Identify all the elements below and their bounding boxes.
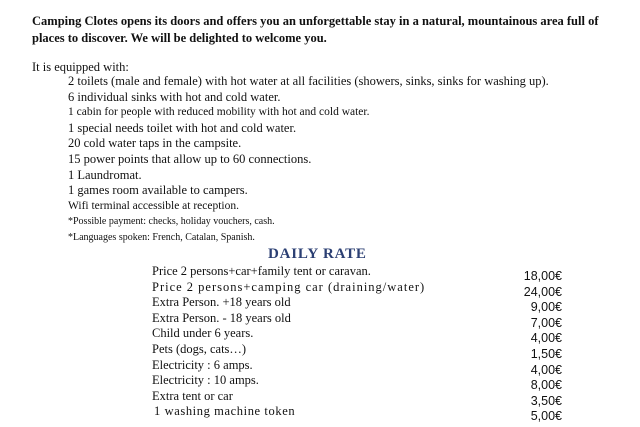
rate-row <box>152 388 562 408</box>
equipment-item-special-toilet: 1 special needs toilet with hot and cold water. <box>68 120 297 135</box>
rate-row <box>152 264 562 283</box>
equipment-item-water-taps: 20 cold water taps in the campsite. <box>68 136 242 151</box>
rate-price: 4,00€ <box>530 362 562 377</box>
rate-row <box>152 357 562 377</box>
equipment-item-payment: *Possible payment: checks, holiday vouchers, cash. <box>68 216 275 228</box>
equipment-item-laundromat: 1 Laundromat. <box>68 167 142 182</box>
equipment-item-cabin: 1 cabin for people with reduced mobility with hot and cold water. <box>68 106 370 119</box>
rate-price: 1,50€ <box>530 346 562 361</box>
equipment-item-power-points: 15 power points that allow up to 60 connections. <box>68 151 312 166</box>
daily-rate-table <box>152 264 562 424</box>
rate-row <box>152 404 562 424</box>
rate-label: 1 washing machine token <box>154 404 296 419</box>
equipped-label: It is equipped with: <box>32 60 129 74</box>
rate-label: Electricity : 10 amps. <box>152 373 259 388</box>
rate-row <box>152 310 562 330</box>
rate-row <box>152 295 562 315</box>
rate-row <box>152 373 562 393</box>
equipment-item-sinks: 6 individual sinks with hot and cold water. <box>68 89 281 104</box>
rate-label: Electricity : 6 amps. <box>152 357 253 372</box>
rate-price: 5,00€ <box>530 409 562 424</box>
rate-row <box>152 279 562 299</box>
rate-price: 3,50€ <box>530 393 562 408</box>
rate-price: 7,00€ <box>530 315 562 330</box>
equipment-item-languages: *Languages spoken: French, Catalan, Spanish. <box>68 231 255 243</box>
rate-price: 9,00€ <box>530 300 562 315</box>
rate-label: Extra Person. +18 years old <box>152 295 291 310</box>
rate-label: Price 2 persons+camping car (draining/water) <box>152 279 426 294</box>
rate-label: Price 2 persons+car+family tent or caravan. <box>152 264 371 278</box>
rate-label: Child under 6 years. <box>152 326 254 341</box>
equipment-item-games-room: 1 games room available to campers. <box>68 183 248 198</box>
daily-rate-heading: DAILY RATE <box>268 246 367 262</box>
rate-price: 18,00€ <box>523 269 562 283</box>
equipment-item-wifi: Wifi terminal accessible at reception. <box>68 199 240 212</box>
rate-price: 24,00€ <box>523 284 562 299</box>
rate-label: Extra Person. - 18 years old <box>152 310 291 325</box>
equipment-list <box>68 74 549 246</box>
intro-paragraph: Camping Clotes opens its doors and offers you an unforgettable stay in a natural, mountainous area full of places to discover. We will be delighted to welcome you. <box>32 14 599 45</box>
equipment-item-toilets: 2 toilets (male and female) with hot water at all facilities (showers, sinks, sinks for washing up). <box>68 74 549 88</box>
rate-label: Pets (dogs, cats…) <box>152 341 247 356</box>
rate-row <box>152 341 562 361</box>
rate-label: Extra tent or car <box>152 388 233 403</box>
rate-row <box>152 326 562 346</box>
rate-price: 4,00€ <box>530 331 562 346</box>
rate-price: 8,00€ <box>530 378 562 393</box>
